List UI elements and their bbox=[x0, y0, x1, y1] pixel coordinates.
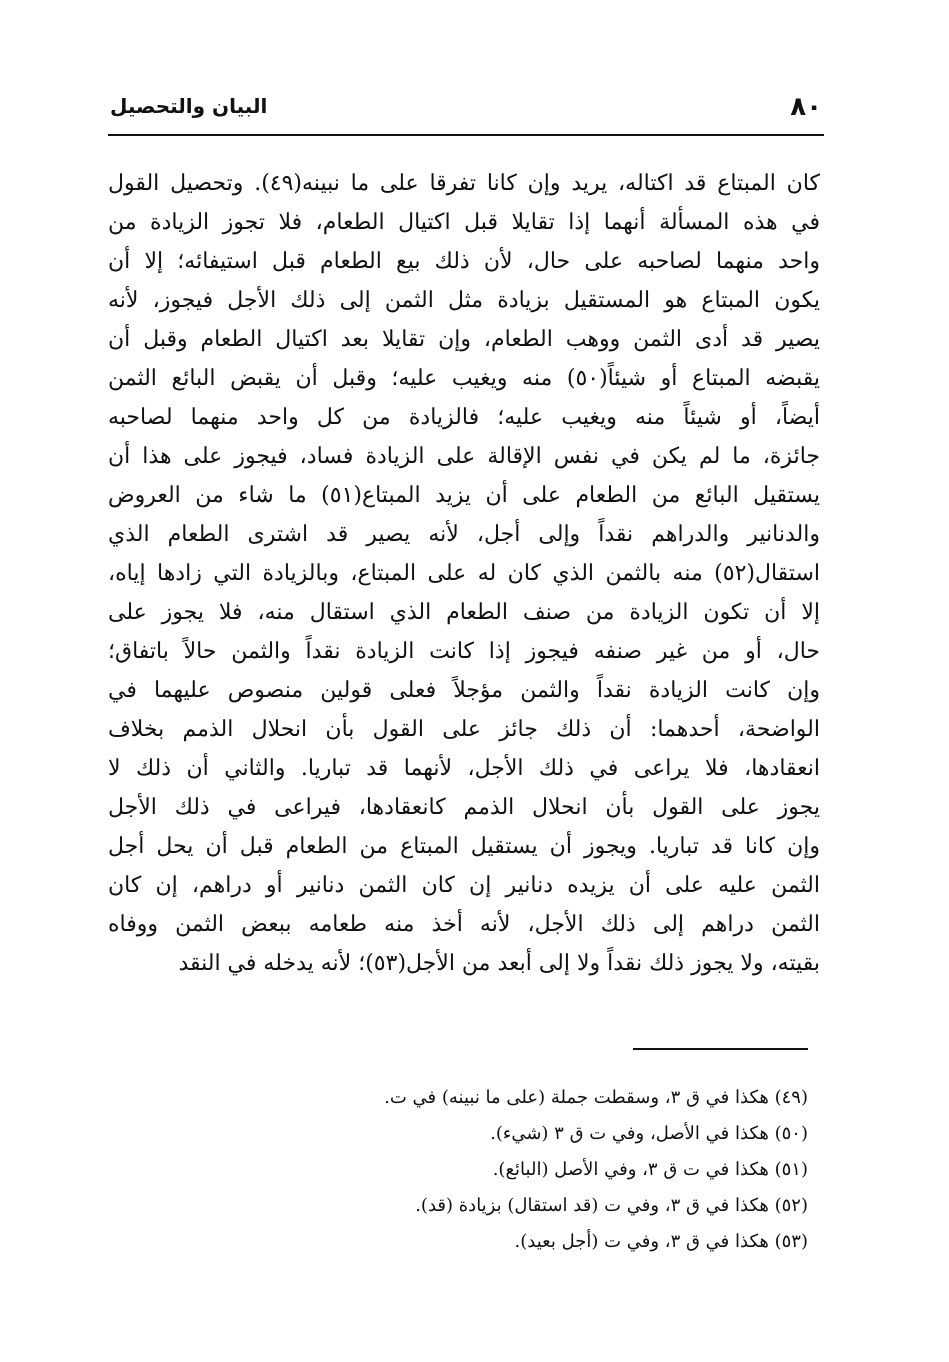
footnote-separator bbox=[633, 1048, 808, 1050]
text-line: حال، أو من غير صنفه فيجوز إذا كانت الزيادة نقداً والثمن حالاً باتفاق؛ bbox=[108, 639, 820, 664]
text-line: الواضحة، أحدهما: أن ذلك جائز على القول بأن انحلال الذمم بخلاف bbox=[108, 717, 820, 742]
text-line: استقال(٥٢) منه بالثمن الذي كان له على المبتاع، وبالزيادة التي زادها إياه، bbox=[108, 561, 820, 586]
footnote: (٤٩) هكذا في ق ٣، وسقطت جملة (على ما نبينه) في ت. bbox=[384, 1087, 808, 1108]
text-line: يستقيل البائع من الطعام على أن يزيد المبتاع(٥١) ما شاء من العروض bbox=[108, 483, 820, 508]
footnote: (٥١) هكذا في ت ق ٣، وفي الأصل (البائع). bbox=[492, 1159, 808, 1180]
page-header bbox=[110, 92, 822, 132]
text-line: في هذه المسألة أنهما إذا تقايلا قبل اكتيال الطعام، فلا تجوز الزيادة من bbox=[108, 210, 820, 235]
body-text bbox=[108, 164, 820, 983]
text-line: جائزة، ما لم يكن في نفس الإقالة على الزيادة فساد، فيجوز على هذا أن bbox=[108, 444, 820, 469]
text-line: الثمن دراهم إلى ذلك الأجل، لأنه أخذ منه طعامه ببعض الثمن ووفاه bbox=[108, 912, 820, 937]
text-line: يقبضه المبتاع أو شيئاً(٥٠) منه ويغيب عليه؛ وقبل أن يقبض البائع الثمن bbox=[108, 366, 820, 391]
footnote: (٥٢) هكذا في ق ٣، وفي ت (قد استقال) بزيادة (قد). bbox=[415, 1195, 808, 1216]
text-line: بقيته، ولا يجوز ذلك نقداً ولا إلى أبعد من الأجل(٥٣)؛ لأنه يدخله في النقد bbox=[178, 951, 820, 976]
text-line: الثمن عليه على أن يزيده دنانير إن كان الثمن دنانير أو دراهم، إن كان bbox=[108, 873, 820, 898]
text-line: يجوز على القول بأن انحلال الذمم كانعقادها، فيراعى في ذلك الأجل bbox=[108, 795, 820, 820]
header-rule bbox=[108, 134, 824, 136]
running-title: البيان والتحصيل bbox=[110, 94, 268, 118]
text-line: وإن كانا قد تباريا. ويجوز أن يستقيل المبتاع من الطعام قبل أن يحل أجل bbox=[108, 834, 820, 859]
text-line: يكون المبتاع هو المستقيل بزيادة مثل الثمن إلى ذلك الأجل فيجوز، لأنه bbox=[108, 288, 820, 313]
footnote: (٥٠) هكذا في الأصل، وفي ت ق ٣ (شيء). bbox=[490, 1123, 808, 1144]
text-line: واحد منهما لصاحبه على حال، لأن ذلك بيع الطعام قبل استيفائه؛ إلا أن bbox=[108, 249, 820, 274]
page-number: ٨٠ bbox=[790, 92, 822, 122]
text-line: انعقادها، فلا يراعى في ذلك الأجل، لأنهما قد تباريا. والثاني أن ذلك لا bbox=[108, 756, 820, 781]
text-line: أيضاً، أو شيئاً منه ويغيب عليه؛ فالزيادة من كل واحد منهما لصاحبه bbox=[108, 405, 820, 430]
text-line: كان المبتاع قد اكتاله، يريد وإن كانا تفرقا على ما نبينه(٤٩). وتحصيل القول bbox=[108, 171, 820, 196]
text-line: إلا أن تكون الزيادة من صنف الطعام الذي استقال منه، فلا يجوز على bbox=[108, 600, 820, 625]
text-line: يصير قد أدى الثمن ووهب الطعام، وإن تقايلا بعد اكتيال الطعام وقبل أن bbox=[108, 327, 820, 352]
text-line: وإن كانت الزيادة نقداً والثمن مؤجلاً فعلى قولين منصوص عليهما في bbox=[108, 678, 820, 703]
footnotes bbox=[300, 1080, 808, 1260]
text-line: والدنانير والدراهم نقداً وإلى أجل، لأنه يصير قد اشترى الطعام الذي bbox=[108, 522, 820, 547]
footnote: (٥٣) هكذا في ق ٣، وفي ت (أجل بعيد). bbox=[514, 1231, 808, 1252]
